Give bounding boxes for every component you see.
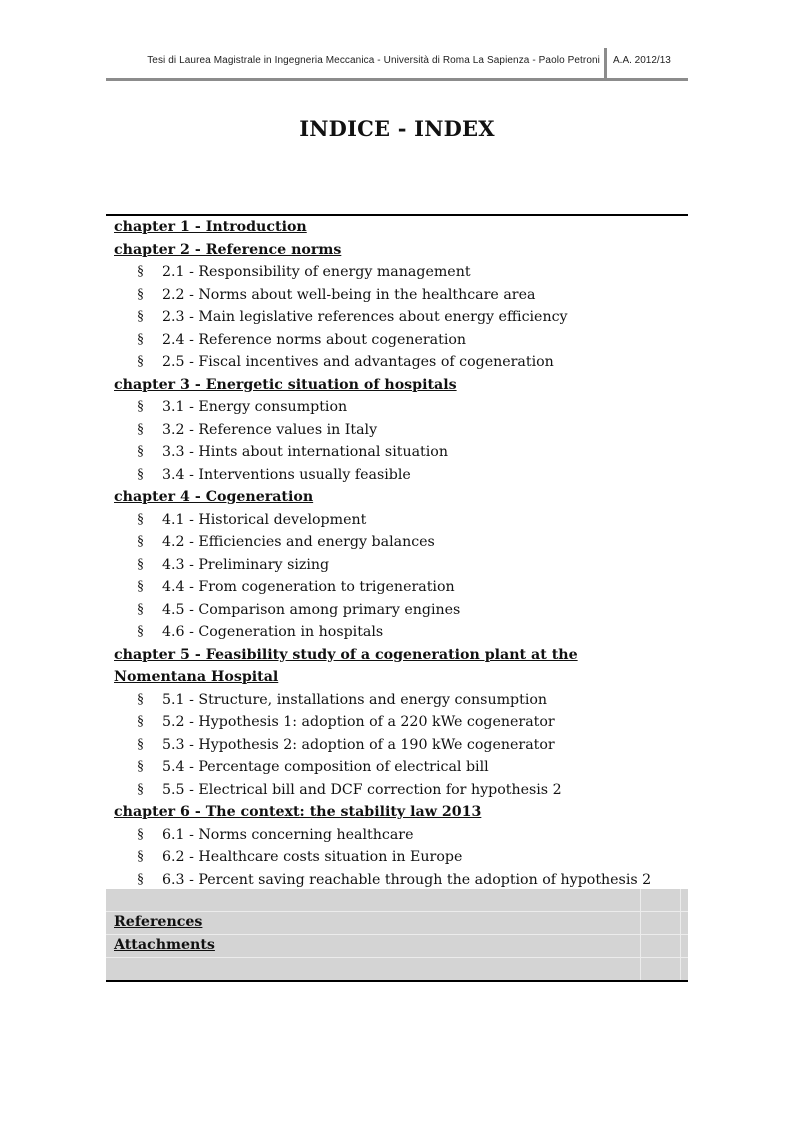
toc-section-label: 2.3 - Main legislative references about energy efficiency <box>162 309 568 325</box>
toc-section-label: 4.4 - From cogeneration to trigeneration <box>162 579 455 595</box>
section-symbol: § <box>137 759 144 774</box>
toc-section-entry[interactable] <box>106 306 688 329</box>
toc-section-label: 4.2 - Efficiencies and energy balances <box>162 534 435 550</box>
section-symbol: § <box>137 511 144 527</box>
toc-section-entry[interactable] <box>106 869 688 892</box>
toc-section-entry[interactable] <box>106 554 688 577</box>
references-box <box>106 889 688 980</box>
toc-section-entry[interactable] <box>106 779 688 802</box>
header-separator <box>604 48 607 78</box>
box-grid-line <box>680 889 681 980</box>
toc-chapter-entry[interactable]: chapter 4 - Cogeneration <box>114 489 314 505</box>
toc-section-label: 4.3 - Preliminary sizing <box>162 556 330 573</box>
header-thesis-info: Tesi di Laurea Magistrale in Ingegneria Meccanica - Università di Roma La Sapienza - Paolo Petroni <box>147 55 600 66</box>
section-symbol: § <box>137 421 144 437</box>
toc-section-label: 5.5 - Electrical bill and DCF correction for hypothesis 2 <box>162 781 562 798</box>
toc-section-entry[interactable] <box>106 621 688 644</box>
toc-section-label: 2.1 - Responsibility of energy management <box>162 264 471 280</box>
section-symbol: § <box>137 331 144 347</box>
header-academic-year: A.A. 2012/13 <box>613 55 671 66</box>
toc-section-entry[interactable] <box>106 824 688 847</box>
toc-section-label: 6.2 - Healthcare costs situation in Europe <box>162 849 463 865</box>
toc-chapter-entry[interactable]: Nomentana Hospital <box>114 669 279 685</box>
box-grid-line <box>106 957 688 958</box>
table-of-contents <box>106 216 688 891</box>
toc-section-label: 4.6 - Cogeneration in hospitals <box>162 624 384 640</box>
header-rule <box>106 78 688 81</box>
section-symbol: § <box>137 466 144 482</box>
toc-section-entry[interactable] <box>106 531 688 554</box>
toc-section-label: 5.2 - Hypothesis 1: adoption of a 220 kWe cogenerator <box>162 714 555 730</box>
toc-section-entry[interactable] <box>106 576 688 599</box>
section-symbol: § <box>137 736 144 752</box>
toc-section-entry[interactable] <box>106 599 688 622</box>
toc-chapter-entry[interactable]: chapter 3 - Energetic situation of hospitals <box>114 376 457 393</box>
toc-section-label: 3.3 - Hints about international situation <box>162 444 448 460</box>
toc-section-entry[interactable] <box>106 756 688 779</box>
toc-section-label: 3.4 - Interventions usually feasible <box>162 466 411 483</box>
toc-attachments-link[interactable]: Attachments <box>114 937 215 953</box>
section-symbol: § <box>137 601 144 617</box>
toc-section-entry[interactable] <box>106 464 688 487</box>
toc-section-label: 2.4 - Reference norms about cogeneration <box>162 331 467 348</box>
section-symbol: § <box>137 624 144 639</box>
page-title: INDICE - INDEX <box>299 116 495 141</box>
section-symbol: § <box>137 264 144 279</box>
toc-chapter-entry[interactable]: chapter 2 - Reference norms <box>114 241 342 258</box>
toc-section-label: 5.4 - Percentage composition of electrical bill <box>162 759 489 775</box>
toc-section-entry[interactable] <box>106 846 688 869</box>
toc-section-entry[interactable] <box>106 419 688 442</box>
section-symbol: § <box>137 714 144 729</box>
toc-references-link[interactable]: References <box>114 914 203 930</box>
toc-section-label: 4.5 - Comparison among primary engines <box>162 601 461 618</box>
section-symbol: § <box>137 309 144 324</box>
section-symbol: § <box>137 579 144 594</box>
toc-section-entry[interactable] <box>106 396 688 419</box>
toc-section-entry[interactable] <box>106 261 688 284</box>
toc-section-entry[interactable] <box>106 284 688 307</box>
section-symbol: § <box>137 849 144 864</box>
toc-section-label: 3.1 - Energy consumption <box>162 399 348 415</box>
toc-section-label: 3.2 - Reference values in Italy <box>162 421 378 438</box>
toc-chapter-entry[interactable]: chapter 6 - The context: the stability law 2013 <box>114 804 482 820</box>
toc-section-entry[interactable] <box>106 351 688 374</box>
section-symbol: § <box>137 556 144 572</box>
toc-section-label: 6.1 - Norms concerning healthcare <box>162 826 414 843</box>
section-symbol: § <box>137 691 144 707</box>
box-grid-line <box>640 889 641 980</box>
toc-section-label: 2.5 - Fiscal incentives and advantages of cogeneration <box>162 354 554 370</box>
section-symbol: § <box>137 399 144 414</box>
section-symbol: § <box>137 286 144 302</box>
toc-bottom-rule <box>106 980 688 982</box>
toc-section-label: 5.1 - Structure, installations and energy consumption <box>162 691 548 708</box>
toc-chapter-entry[interactable]: chapter 1 - Introduction <box>114 219 307 235</box>
toc-section-label: 5.3 - Hypothesis 2: adoption of a 190 kWe cogenerator <box>162 736 555 753</box>
toc-section-label: 6.3 - Percent saving reachable through the adoption of hypothesis 2 <box>162 871 652 888</box>
section-symbol: § <box>137 444 144 459</box>
toc-section-label: 4.1 - Historical development <box>162 511 367 528</box>
section-symbol: § <box>137 354 144 369</box>
toc-section-entry[interactable] <box>106 329 688 352</box>
toc-section-entry[interactable] <box>106 509 688 532</box>
running-header <box>106 48 688 78</box>
toc-chapter-entry[interactable]: chapter 5 - Feasibility study of a cogeneration plant at the <box>114 646 578 663</box>
section-symbol: § <box>137 534 144 549</box>
section-symbol: § <box>137 826 144 842</box>
section-symbol: § <box>137 781 144 797</box>
toc-section-entry[interactable] <box>106 711 688 734</box>
section-symbol: § <box>137 871 144 887</box>
toc-section-entry[interactable] <box>106 734 688 757</box>
toc-section-entry[interactable] <box>106 689 688 712</box>
toc-section-entry[interactable] <box>106 441 688 464</box>
toc-section-label: 2.2 - Norms about well-being in the healthcare area <box>162 286 536 303</box>
